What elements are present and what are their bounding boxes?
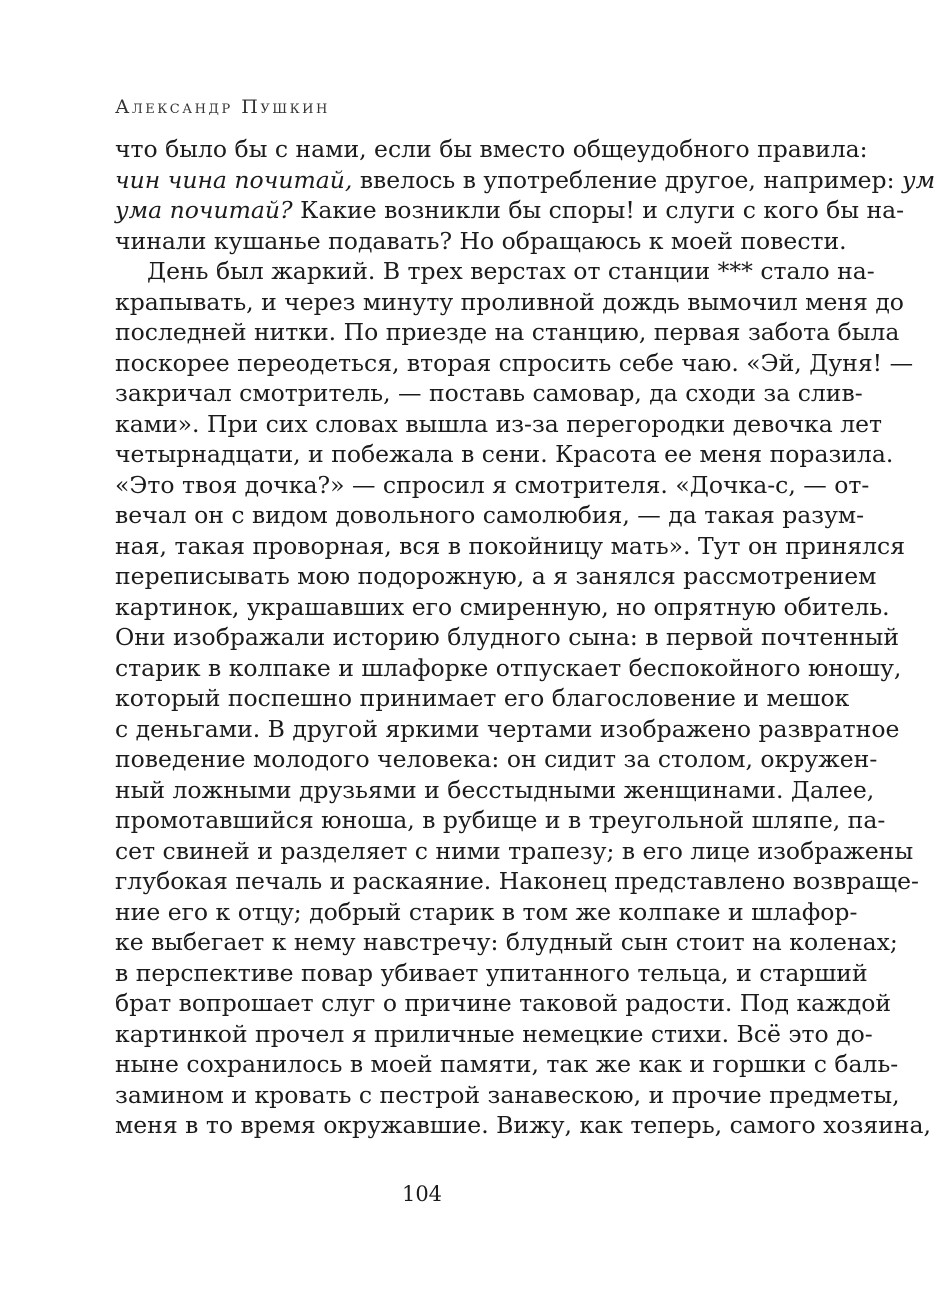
running-header: Александр Пушкин xyxy=(115,96,330,118)
text-line: промотавшийся юноша, в рубище и в треугольной шляпе, па- xyxy=(115,806,886,834)
text-line: поведение молодого человека: он сидит за столом, окружен- xyxy=(115,745,878,773)
text-line: что было бы с нами, если бы вместо общеудобного правила: xyxy=(115,135,868,163)
text-line: ке выбегает к нему навстречу: блудный сын стоит на коленах; xyxy=(115,928,898,956)
page-number: 104 xyxy=(401,1182,443,1206)
text-line: День был жаркий. В трех верстах от станции *** стало на- xyxy=(147,257,875,285)
text-line: поскорее переодеться, вторая спросить себе чаю. «Эй, Дуня! — xyxy=(115,348,914,377)
text-line: ный ложными друзьями и бесстыдными женщинами. Далее, xyxy=(115,775,875,804)
text-line: закричал смотритель, — поставь самовар, да сходи за слив- xyxy=(115,379,863,407)
text-fragment: Какие возникли бы споры! и слуги с кого бы на- xyxy=(292,196,905,224)
text-line xyxy=(115,195,905,226)
text-line: старик в колпаке и шлафорке отпускает беспокойного юношу, xyxy=(115,653,902,682)
italic-phrase: ум xyxy=(901,165,935,194)
text-line: глубокая печаль и раскаяние. Наконец представлено возвраще- xyxy=(115,867,919,895)
text-line: сет свиней и разделяет с ними трапезу; в его лице изображены xyxy=(115,836,914,865)
text-line: переписывать мою подорожную, а я занялся рассмотрением xyxy=(115,562,877,590)
text-line: в перспективе повар убивает упитанного тельца, и старший xyxy=(115,958,868,987)
text-line: ками». При сих словах вышла из-за перегородки девочка лет xyxy=(115,409,883,438)
text-line: Они изображали историю блудного сына: в первой почтенный xyxy=(115,623,900,651)
text-line xyxy=(115,165,935,196)
text-fragment: ввелось в употребление другое, например: xyxy=(352,165,902,194)
text-line: ние его к отцу; добрый старик в том же колпаке и шлафор- xyxy=(115,897,858,926)
text-line: брат вопрошает слуг о причине таковой радости. Под каждой xyxy=(115,989,892,1017)
text-line: чинали кушанье подавать? Но обращаюсь к моей повести. xyxy=(115,226,847,255)
italic-phrase: чин чина почитай, xyxy=(115,165,353,194)
italic-phrase: ума почитай? xyxy=(115,196,293,224)
text-line: крапывать, и через минуту проливной дождь вымочил меня до xyxy=(115,287,904,316)
body-text xyxy=(115,134,935,1141)
text-line: ныне сохранилось в моей памяти, так же как и горшки с баль- xyxy=(115,1050,899,1078)
text-line: с деньгами. В другой яркими чертами изображено развратное xyxy=(115,714,900,743)
text-line: «Это твоя дочка?» — спросил я смотрителя. «Дочка-с, — от- xyxy=(115,470,870,499)
text-line: ная, такая проворная, вся в покойницу мать». Тут он принялся xyxy=(115,531,906,560)
text-line: вечал он с видом довольного самолюбия, — да такая разум- xyxy=(115,501,865,529)
text-line: картинкой прочел я приличные немецкие стихи. Всё это до- xyxy=(115,1019,873,1048)
text-line: который поспешно принимает его благословение и мешок xyxy=(115,684,850,712)
text-line: картинок, украшавших его смиренную, но опрятную обитель. xyxy=(115,592,890,621)
text-line: последней нитки. По приезде на станцию, первая забота была xyxy=(115,318,900,346)
text-line: замином и кровать с пестрой занавескою, и прочие предметы, xyxy=(115,1080,900,1109)
text-line: четырнадцати, и побежала в сени. Красота ее меня поразила. xyxy=(115,440,894,468)
text-line: меня в то время окружавшие. Вижу, как теперь, самого хозяина, xyxy=(115,1111,931,1139)
